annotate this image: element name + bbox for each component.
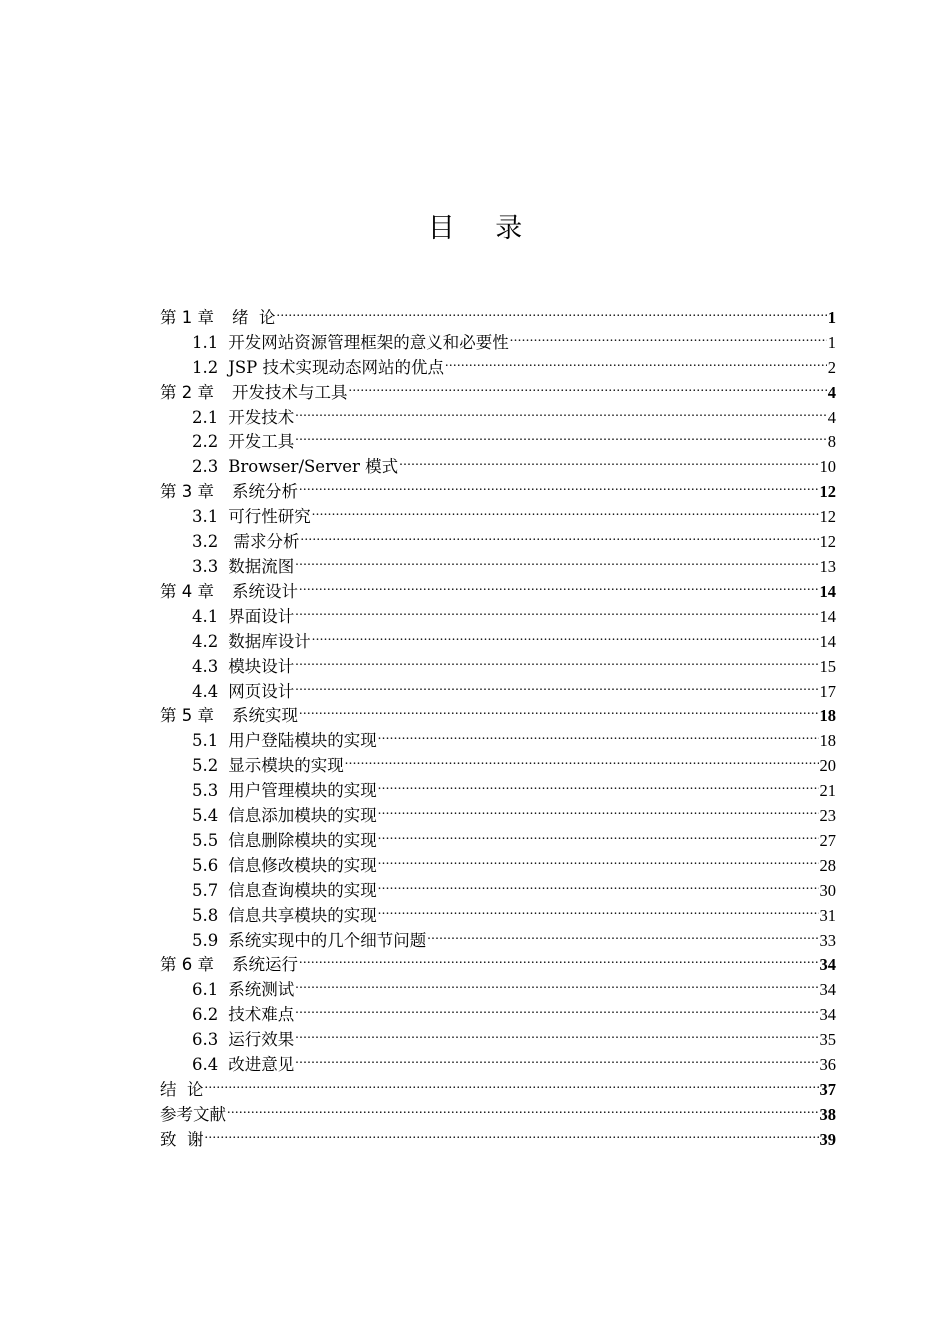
toc-entry-number: 1.1 <box>192 332 219 352</box>
toc-entry-label: 系统运行 <box>232 955 298 975</box>
toc-page-number: 13 <box>819 556 836 576</box>
toc-dot-leader <box>295 398 827 423</box>
toc-dot-leader <box>295 970 818 995</box>
toc-entry-number: 第 4 章 <box>160 581 214 601</box>
toc-dot-leader <box>205 1070 819 1095</box>
toc-entry-label: 开发工具 <box>228 432 295 452</box>
toc-entry-label: 绪 论 <box>232 307 276 327</box>
toc-entry-label: 信息添加模块的实现 <box>228 806 377 826</box>
toc-entry-label: 开发技术与工具 <box>232 382 348 402</box>
toc-dot-leader <box>295 597 818 622</box>
toc-dot-leader <box>295 672 818 697</box>
toc-page-number: 33 <box>819 930 836 950</box>
toc-entry-label: 模块设计 <box>228 656 295 676</box>
toc-page-number: 14 <box>819 606 836 626</box>
toc-dot-leader <box>299 572 819 597</box>
toc-dot-leader <box>312 497 819 522</box>
toc-page-number: 12 <box>819 482 836 502</box>
toc-entry-label: 信息修改模块的实现 <box>228 855 377 875</box>
toc-page-number: 28 <box>819 855 836 875</box>
toc-dot-leader <box>205 1120 819 1145</box>
toc-page-number: 38 <box>819 1104 836 1124</box>
toc-entry-label: 开发技术 <box>228 407 295 427</box>
toc-entry-label: 信息查询模块的实现 <box>228 880 377 900</box>
toc-dot-leader <box>295 995 818 1020</box>
toc-page-number: 12 <box>819 507 836 527</box>
toc-entry-label: 系统测试 <box>228 980 295 1000</box>
toc-page-number: 15 <box>819 656 836 676</box>
toc-chapter-entry[interactable] <box>160 1070 836 1099</box>
toc-entry-number: 6.1 <box>192 980 219 1000</box>
toc-dot-leader <box>349 373 827 398</box>
toc-page-number: 8 <box>827 432 836 452</box>
toc-entry-label: 数据库设计 <box>228 631 311 651</box>
toc-entry-label: 系统设计 <box>232 581 298 601</box>
toc-entry-number: 5.6 <box>192 855 219 875</box>
toc-page-number: 1 <box>827 332 836 352</box>
toc-entry-number: 5.7 <box>192 880 219 900</box>
toc-entry-label: 致 谢 <box>160 1129 204 1149</box>
toc-entry-label: 网页设计 <box>228 681 295 701</box>
toc-entry-label: 系统实现中的几个细节问题 <box>228 930 427 950</box>
toc-dot-leader <box>312 622 819 647</box>
toc-entry-number: 5.5 <box>192 830 219 850</box>
toc-entry-number: 2.2 <box>192 432 219 452</box>
toc-chapter-entry[interactable] <box>160 1095 836 1124</box>
toc-page-number: 14 <box>819 631 836 651</box>
toc-page-number: 31 <box>819 905 836 925</box>
toc-entry-number: 第 1 章 <box>160 307 214 327</box>
toc-page-number: 37 <box>819 1080 836 1099</box>
toc-entry-label: 界面设计 <box>228 606 295 626</box>
toc-dot-leader <box>378 821 819 846</box>
toc-entry-number: 5.1 <box>192 731 219 751</box>
toc-entry-number: 4.4 <box>192 681 219 701</box>
toc-page-number: 21 <box>819 781 836 801</box>
toc-dot-leader <box>295 647 818 672</box>
toc-page-number: 20 <box>819 756 836 776</box>
toc-entry-label: Browser/Server 模式 <box>228 457 399 477</box>
toc-page-number: 17 <box>819 681 836 701</box>
toc-dot-leader <box>378 896 819 921</box>
toc-entry-label: 系统分析 <box>232 482 298 502</box>
toc-entry-label: 改进意见 <box>228 1055 295 1075</box>
toc-page-number: 39 <box>819 1129 836 1149</box>
toc-dot-leader <box>295 423 827 448</box>
toc-entry-number: 6.4 <box>192 1055 219 1075</box>
toc-entry-label: 用户管理模块的实现 <box>228 781 377 801</box>
toc-dot-leader <box>299 472 819 497</box>
toc-page-number: 4 <box>827 407 836 427</box>
table-of-contents <box>160 298 836 1149</box>
toc-page-number: 2 <box>827 357 836 377</box>
toc-entry-number: 3.1 <box>192 507 219 527</box>
toc-entry-number: 5.9 <box>192 930 219 950</box>
toc-entry-number: 2.3 <box>192 457 219 477</box>
toc-dot-leader <box>301 522 819 547</box>
page-title: 目 录 <box>427 213 539 244</box>
toc-dot-leader <box>345 746 819 771</box>
toc-dot-leader <box>295 547 818 572</box>
toc-page-number: 34 <box>819 955 836 975</box>
toc-page-number: 4 <box>827 382 836 402</box>
toc-chapter-entry[interactable] <box>160 298 836 327</box>
toc-entry-number: 第 2 章 <box>160 382 214 402</box>
toc-entry-number: 4.2 <box>192 631 219 651</box>
toc-dot-leader <box>378 846 819 871</box>
toc-entry-number: 4.3 <box>192 656 219 676</box>
toc-dot-leader <box>295 1045 818 1070</box>
toc-dot-leader <box>277 298 827 323</box>
toc-page-number: 18 <box>819 731 836 751</box>
toc-entry-label: 信息共享模块的实现 <box>228 905 377 925</box>
toc-entry-number: 4.1 <box>192 606 219 626</box>
toc-chapter-entry[interactable] <box>160 1120 836 1149</box>
toc-page-number: 14 <box>819 581 836 601</box>
toc-page-number: 35 <box>819 1030 836 1050</box>
toc-page-number: 36 <box>819 1055 836 1075</box>
toc-entry-number: 3.2 <box>192 532 219 552</box>
toc-entry-label: JSP 技术实现动态网站的优点 <box>228 357 445 377</box>
toc-page-number: 30 <box>819 880 836 900</box>
toc-dot-leader <box>378 871 819 896</box>
toc-dot-leader <box>295 1020 818 1045</box>
toc-entry-label: 开发网站资源管理框架的意义和必要性 <box>228 332 509 352</box>
toc-entry-label: 用户登陆模块的实现 <box>228 731 377 751</box>
toc-entry-label: 数据流图 <box>228 556 295 576</box>
toc-entry-label: 参考文献 <box>160 1104 226 1124</box>
toc-dot-leader <box>427 921 818 946</box>
toc-dot-leader <box>378 796 819 821</box>
toc-entry-label: 系统实现 <box>232 706 298 726</box>
toc-dot-leader <box>299 697 819 722</box>
toc-dot-leader <box>227 1095 819 1120</box>
toc-entry-number: 5.2 <box>192 756 219 776</box>
toc-entry-number: 第 3 章 <box>160 482 214 502</box>
toc-dot-leader <box>510 323 827 348</box>
toc-page-number: 10 <box>819 457 836 477</box>
toc-entry-label: 技术难点 <box>228 1005 295 1025</box>
toc-entry-label: 信息删除模块的实现 <box>228 830 377 850</box>
toc-dot-leader <box>378 721 819 746</box>
toc-entry-number: 6.3 <box>192 1030 219 1050</box>
toc-dot-leader <box>399 447 818 472</box>
toc-page-number: 34 <box>819 1005 836 1025</box>
toc-entry-number: 1.2 <box>192 357 219 377</box>
toc-entry-number: 第 6 章 <box>160 955 214 975</box>
toc-entry-label: 需求分析 <box>228 532 300 552</box>
toc-entry-label: 显示模块的实现 <box>228 756 344 776</box>
toc-page-number: 23 <box>819 806 836 826</box>
toc-dot-leader <box>378 771 819 796</box>
toc-entry-number: 3.3 <box>192 556 219 576</box>
toc-page-number: 12 <box>819 532 836 552</box>
toc-dot-leader <box>445 348 827 373</box>
toc-entry-number: 6.2 <box>192 1005 219 1025</box>
toc-page-number: 27 <box>819 830 836 850</box>
toc-entry-number: 2.1 <box>192 407 219 427</box>
toc-entry-label: 可行性研究 <box>228 507 311 527</box>
toc-dot-leader <box>299 946 819 971</box>
toc-entry-label: 运行效果 <box>228 1030 295 1050</box>
toc-entry-number: 5.8 <box>192 905 219 925</box>
toc-entry-number: 5.4 <box>192 806 219 826</box>
toc-entry-number: 第 5 章 <box>160 706 214 726</box>
toc-entry-label: 结 论 <box>160 1080 204 1099</box>
toc-page-number: 1 <box>827 307 836 327</box>
toc-page-number: 18 <box>819 706 836 726</box>
toc-page-number: 34 <box>819 980 836 1000</box>
toc-entry-number: 5.3 <box>192 781 219 801</box>
